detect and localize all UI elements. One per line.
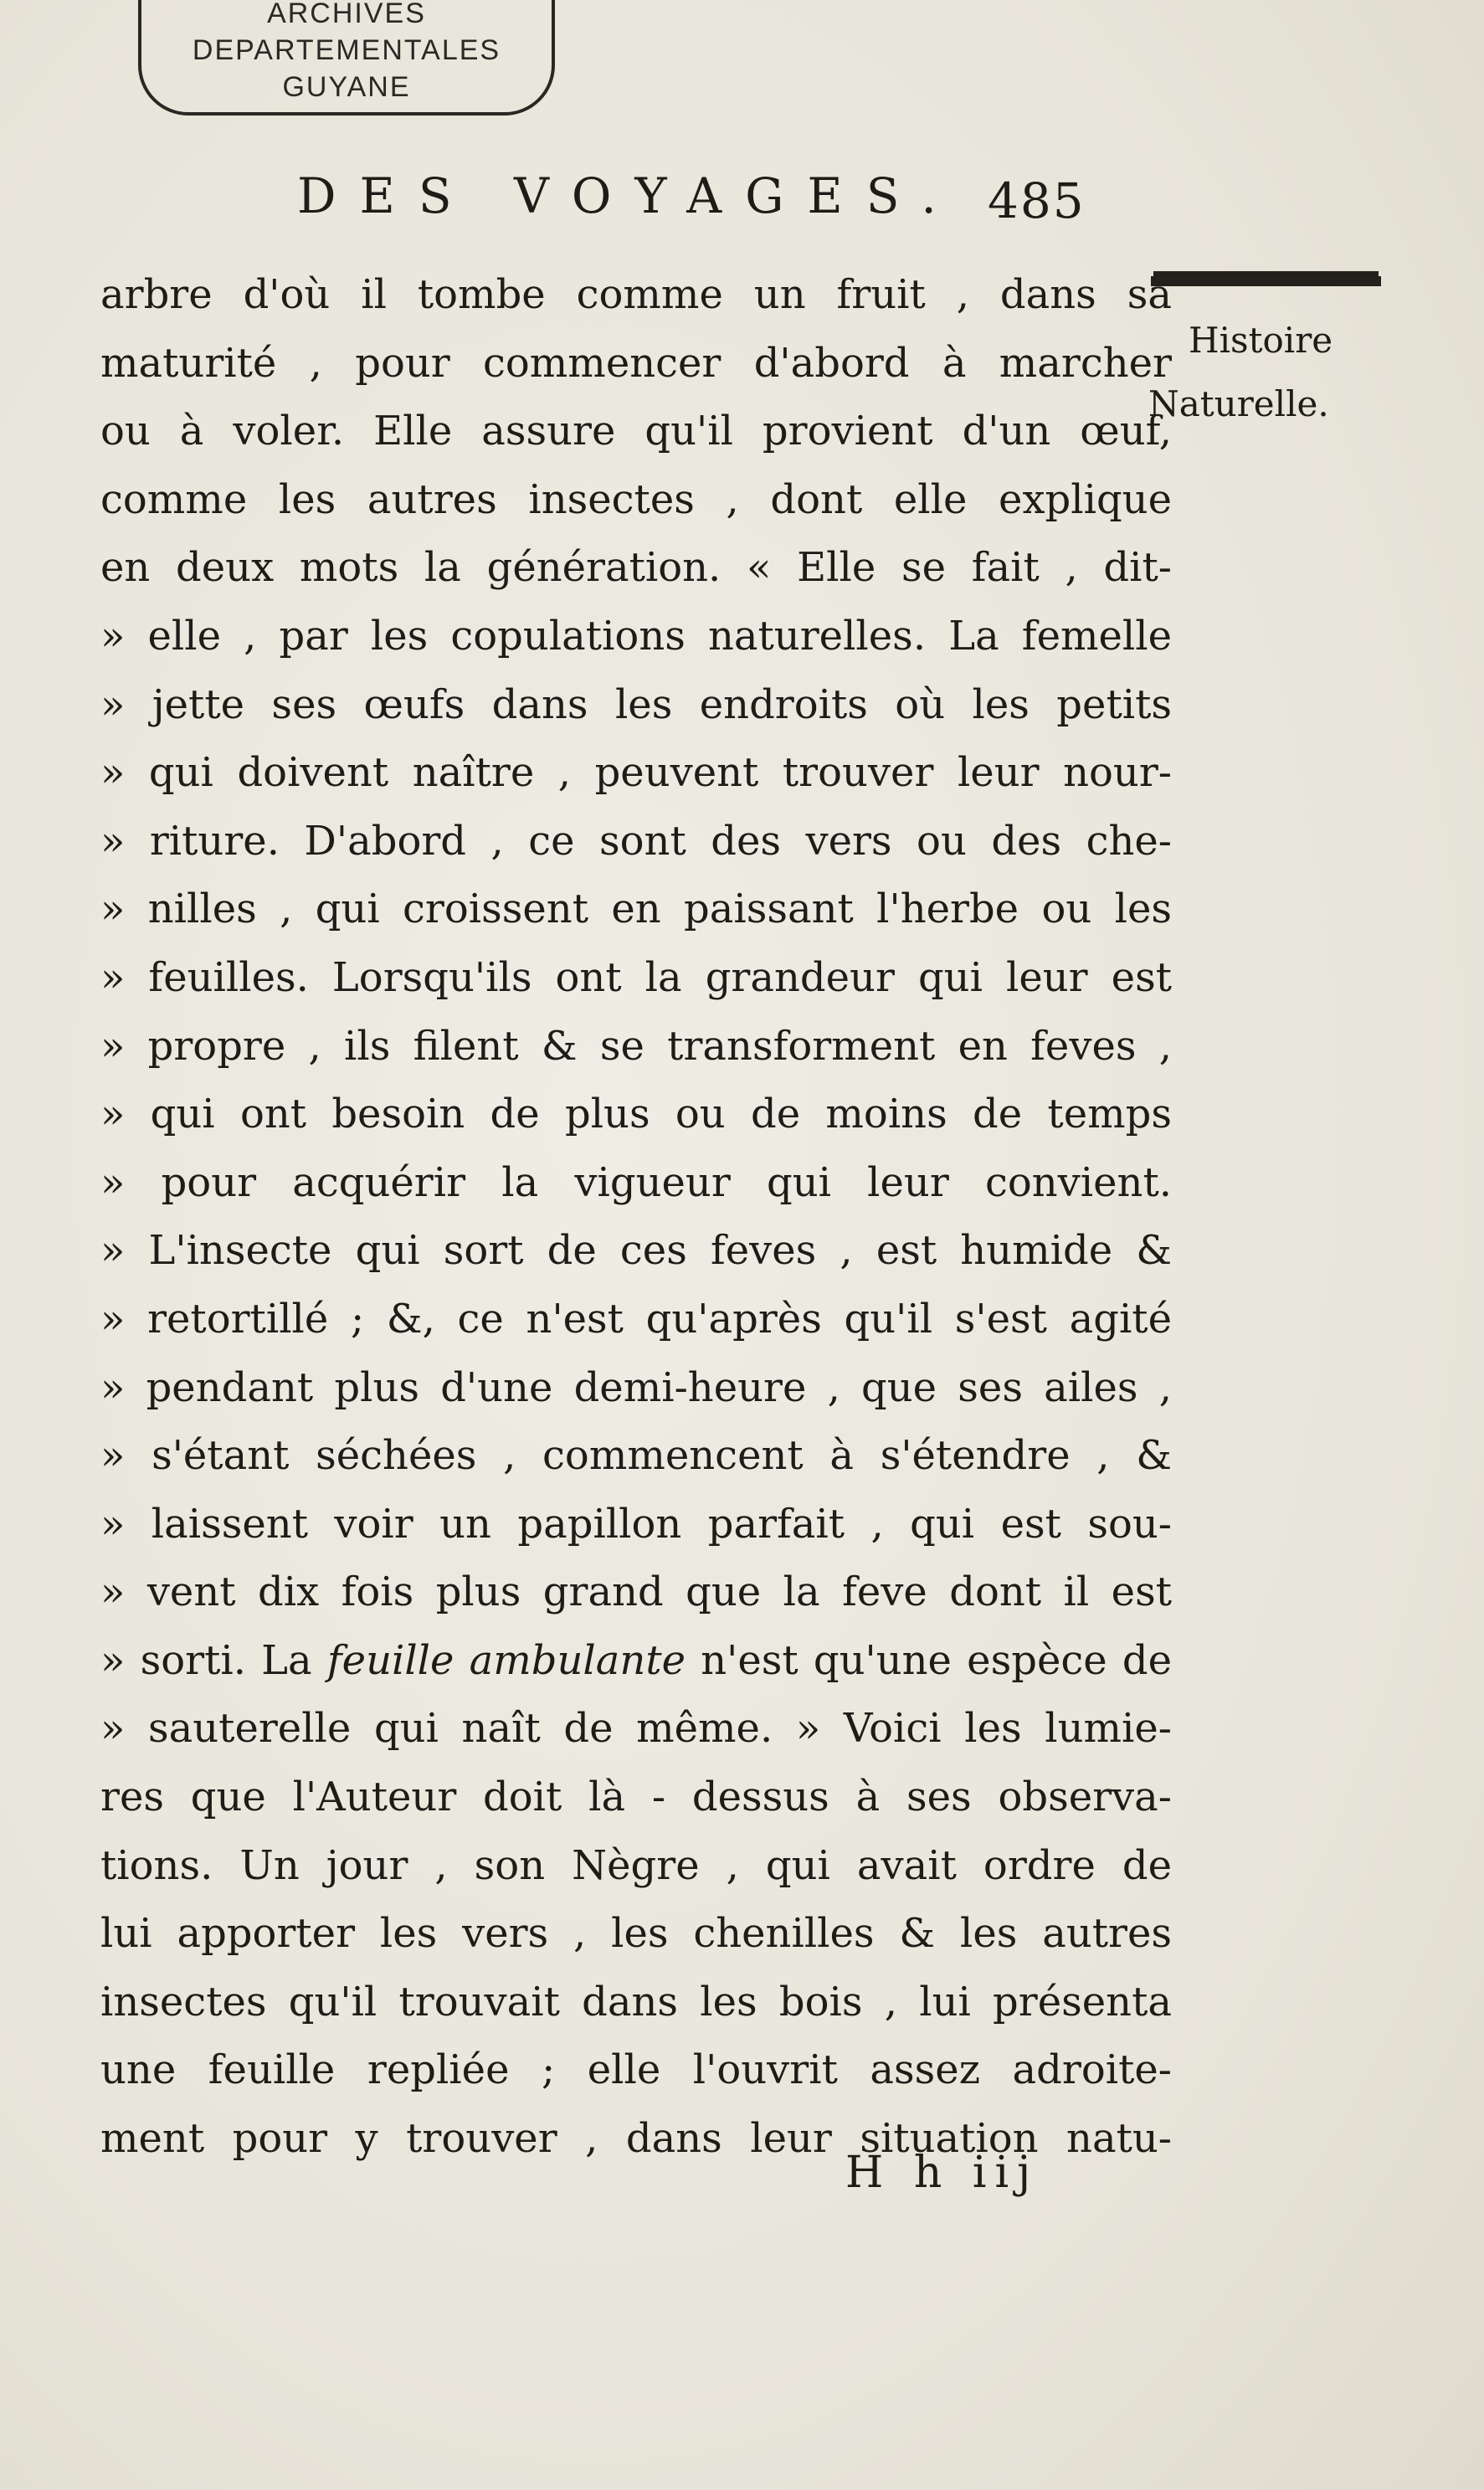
text-line: » riture. D'abord , ce sont des vers ou des che- [100,817,1172,865]
italic-term: feuille ambulante [326,1636,686,1684]
text-line: » laissent voir un papillon parfait , qui est sou- [100,1500,1172,1548]
text-line: » L'insecte qui sort de ces feves , est humide & [100,1227,1172,1275]
stamp-line-1: ARCHIVES [267,0,426,29]
text-line: » qui ont besoin de plus ou de moins de temps [100,1091,1172,1138]
text-line: arbre d'où il tombe comme un fruit , dans sa [100,271,1172,318]
page-number: 485 [988,172,1086,229]
text-line: » pendant plus d'une demi-heure , que ses ailes , [100,1363,1172,1411]
text-line: » sauterelle qui naît de même. » Voici les lumie- [100,1705,1172,1753]
text-line-with-italic [100,1627,1172,1696]
text-line: res que l'Auteur doit là - dessus à ses observa- [100,1774,1172,1821]
text-line: ment pour y trouver , dans leur situation natu- [100,2115,1172,2163]
text-line: » retortillé ; &, ce n'est qu'après qu'il s'est agité [100,1295,1172,1343]
text-line: » elle , par les copulations naturelles. La femelle [100,612,1172,660]
text-line: ou à voler. Elle assure qu'il provient d'un œuf, [100,408,1172,455]
stamp-line-3: GUYANE [282,71,411,103]
margin-note-line-2: Naturelle. [1148,383,1329,424]
text-line: » propre , ils filent & se transforment en feves , [100,1022,1172,1070]
stamp-line-2: DEPARTEMENTALES [192,34,501,66]
margin-rule [1151,276,1381,286]
text-line: » s'étant séchées , commencent à s'étendre , & [100,1432,1172,1480]
body-text [100,261,1172,2174]
text-line: une feuille repliée ; elle l'ouvrit assez adroite- [100,2046,1172,2094]
running-title: DES VOYAGES. [297,167,960,224]
margin-note-line-1: Histoire [1189,320,1333,361]
text-line: lui apporter les vers , les chenilles & les autres [100,1910,1172,1958]
text-line: en deux mots la génération. « Elle se fait , dit- [100,544,1172,592]
text-line: comme les autres insectes , dont elle explique [100,475,1172,523]
archive-stamp [138,0,555,116]
text-line: » qui doivent naître , peuvent trouver leur nour- [100,749,1172,797]
text-segment: n'est qu'une espèce de [686,1636,1172,1684]
text-line: insectes qu'il trouvait dans les bois , lui présenta [100,1978,1172,2025]
text-line: » feuilles. Lorsqu'ils ont la grandeur qui leur est [100,953,1172,1001]
text-line: » vent dix fois plus grand que la feve dont il est [100,1568,1172,1616]
text-segment: » sorti. La [100,1636,327,1684]
text-line: tions. Un jour , son Nègre , qui avait ordre de [100,1841,1172,1889]
text-line: » jette ses œufs dans les endroits où les petits [100,680,1172,728]
signature-mark: H h iij [845,2148,1040,2198]
text-line: » nilles , qui croissent en paissant l'herbe ou les [100,886,1172,933]
text-line: maturité , pour commencer d'abord à marcher [100,339,1172,387]
text-line: » pour acquérir la vigueur qui leur convient. [100,1158,1172,1206]
